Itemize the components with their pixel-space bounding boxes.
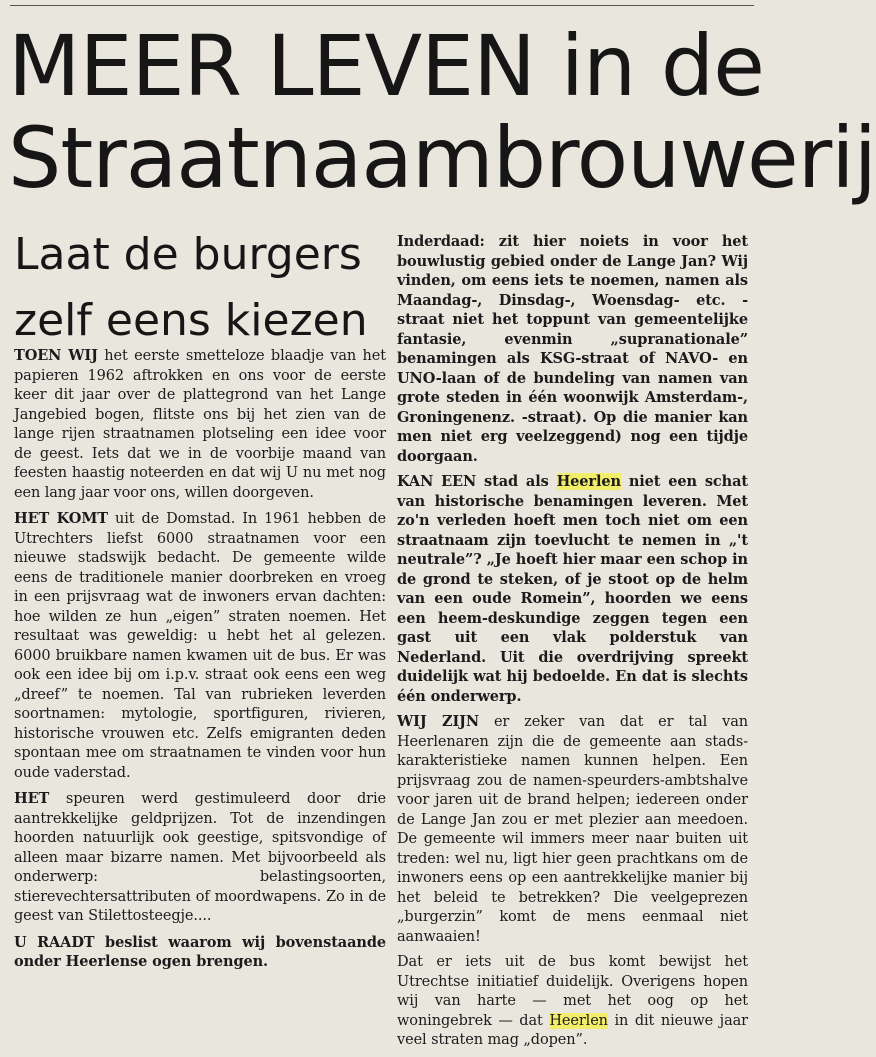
paragraph-wij-zijn bbox=[397, 712, 748, 947]
paragraph-toen-wij bbox=[14, 346, 386, 503]
paragraph-text: niet een schat van historische benamingen leveren. Met zo'n verleden hoeft men toch niet om een straatnaam zijn toevlucht te nemen in „'t neutrale”? „Je hoeft hier maar een schop in de grond te steken, of je stoot op de helm van een oude Romein”, hoorden we eens een heem-deskundige zeggen tegen een gast uit een vlak polderstuk van Nederland. Uit die overdrijving spreekt duidelijk wat hij bedoelde. En dat is slechts één onderwerp. bbox=[397, 473, 748, 705]
lead-in: HET KOMT bbox=[14, 510, 108, 527]
paragraph-text: beslist waarom wij bovenstaande onder Heerlense ogen brengen. bbox=[14, 933, 386, 970]
paragraph-het-speuren bbox=[14, 789, 386, 927]
lead-in: KAN EEN bbox=[397, 473, 477, 490]
paragraph-text: speuren werd gestimuleerd door drie aantrekkelijke geldprijzen. Tot de inzendingen hoorden natuurlijk ook geestige, spitsvondige of alleen maar bizarre namen. Met bijvoorbeeld als onderwerp: belastingsoorten, stierevechtersattributen of moordwapens. Zo in de geest van Stilettosteegje.... bbox=[14, 791, 386, 924]
right-column bbox=[397, 232, 748, 1057]
paragraph-text: Dat er iets uit de bus komt bewijst het Utrechtse initiatief duidelijk. Overigens hopen wij van harte — met het oog op het woningebrek — dat bbox=[397, 954, 748, 1029]
paragraph-text: het eerste smetteloze blaadje van het papieren 1962 aftrokken en ons voor de eerste keer dit jaar over de plattegrond van het Lange Jangebied bogen, flitste ons bij het zien van de lange rijen straatnamen plotseling een idee voor de geest. Iets dat we in de voorbije maand van feesten haastig noteerden en dat wij U nu met nog een lang jaar voor ons, willen doorgeven. bbox=[14, 348, 386, 501]
lead-in: HET bbox=[14, 790, 50, 807]
paragraph-kan-een bbox=[397, 472, 748, 706]
paragraph-u-raadt bbox=[14, 933, 386, 972]
paragraph-het-komt bbox=[14, 509, 386, 783]
headline bbox=[8, 17, 876, 207]
left-column bbox=[14, 346, 386, 978]
lead-in: U RAADT bbox=[14, 933, 95, 951]
headline-line-2: Straatnaambrouwerij bbox=[8, 109, 876, 207]
lead-in: WIJ ZIJN bbox=[397, 713, 480, 730]
paragraph-inderdaad: Inderdaad: zit hier noiets in voor het bouwlustig gebied onder de Lange Jan? Wij vinden, om eens iets te noemen, namen als Maandag-, Dinsdag-, Woensdag- etc. -straat niet het toppunt van gemeentelijke fantasie, evenmin „supranationale” benamingen als KSG-straat of NAVO- en UNO-laan of de bundeling van namen van grote steden in één woonwijk Amsterdam-, Groningenenz. -straat). Op die manier kan men niet erg veelzeggend) nog een tijdje doorgaan. bbox=[397, 233, 748, 465]
paragraph-text: in dit nieuwe jaar veel straten mag „dopen”. bbox=[397, 1012, 748, 1048]
paragraph-dat-er bbox=[397, 953, 748, 1051]
headline-line-1: MEER LEVEN in de bbox=[8, 17, 764, 115]
subheadline-line-1: Laat de burgers bbox=[14, 229, 362, 280]
highlighted-word-heerlen: Heerlen bbox=[549, 1012, 608, 1029]
subheadline bbox=[14, 222, 386, 354]
paragraph-text: uit de Domstad. In 1961 hebben de Utrechters liefst 6000 straatnamen voor een nieuwe stadswijk bedacht. De gemeente wilde eens de traditionele manier doorbreken en vroeg in een prijsvraag wat de inwoners ervan dachten: hoe wilden ze hun „eigen” straten noemen. Het resultaat was geweldig: u hebt het al gelezen. 6000 bruikbare namen kwamen uit de bus. Er was ook een idee bij om i.p.v. straat ook eens een weg „dreef” te noemen. Tal van rubrieken leverden soortnamen: mytologie, sportfiguren, rivieren, historische vrouwen etc. Zelfs emigranten deden spontaan mee om straatnamen te vinden voor hun oude vaderstad. bbox=[14, 511, 386, 781]
top-rule bbox=[10, 5, 754, 6]
paragraph-text: er zeker van dat er tal van Heerlenaren zijn die de gemeente aan stads-karakteristieke namen kunnen helpen. Een prijsvraag zou de namen-speurders-ambtshalve voor jaren uit de brand helpen; iedereen onder de Lange Jan zou er met plezier aan meedoen. De gemeente wil immers meer naar buiten uit treden: wel nu, ligt hier geen prachtkans om de inwoners eens op een aantrekkelijke manier bij het beleid te betrekken? Die veelgeprezen „burgerzin” komt de mens eenmaal niet aanwaaien! bbox=[397, 714, 748, 945]
subheadline-line-2: zelf eens kiezen bbox=[14, 295, 368, 346]
highlighted-word-heerlen: Heerlen bbox=[556, 473, 621, 490]
lead-in: TOEN WIJ bbox=[14, 347, 98, 364]
paragraph-text: stad als bbox=[476, 473, 557, 490]
